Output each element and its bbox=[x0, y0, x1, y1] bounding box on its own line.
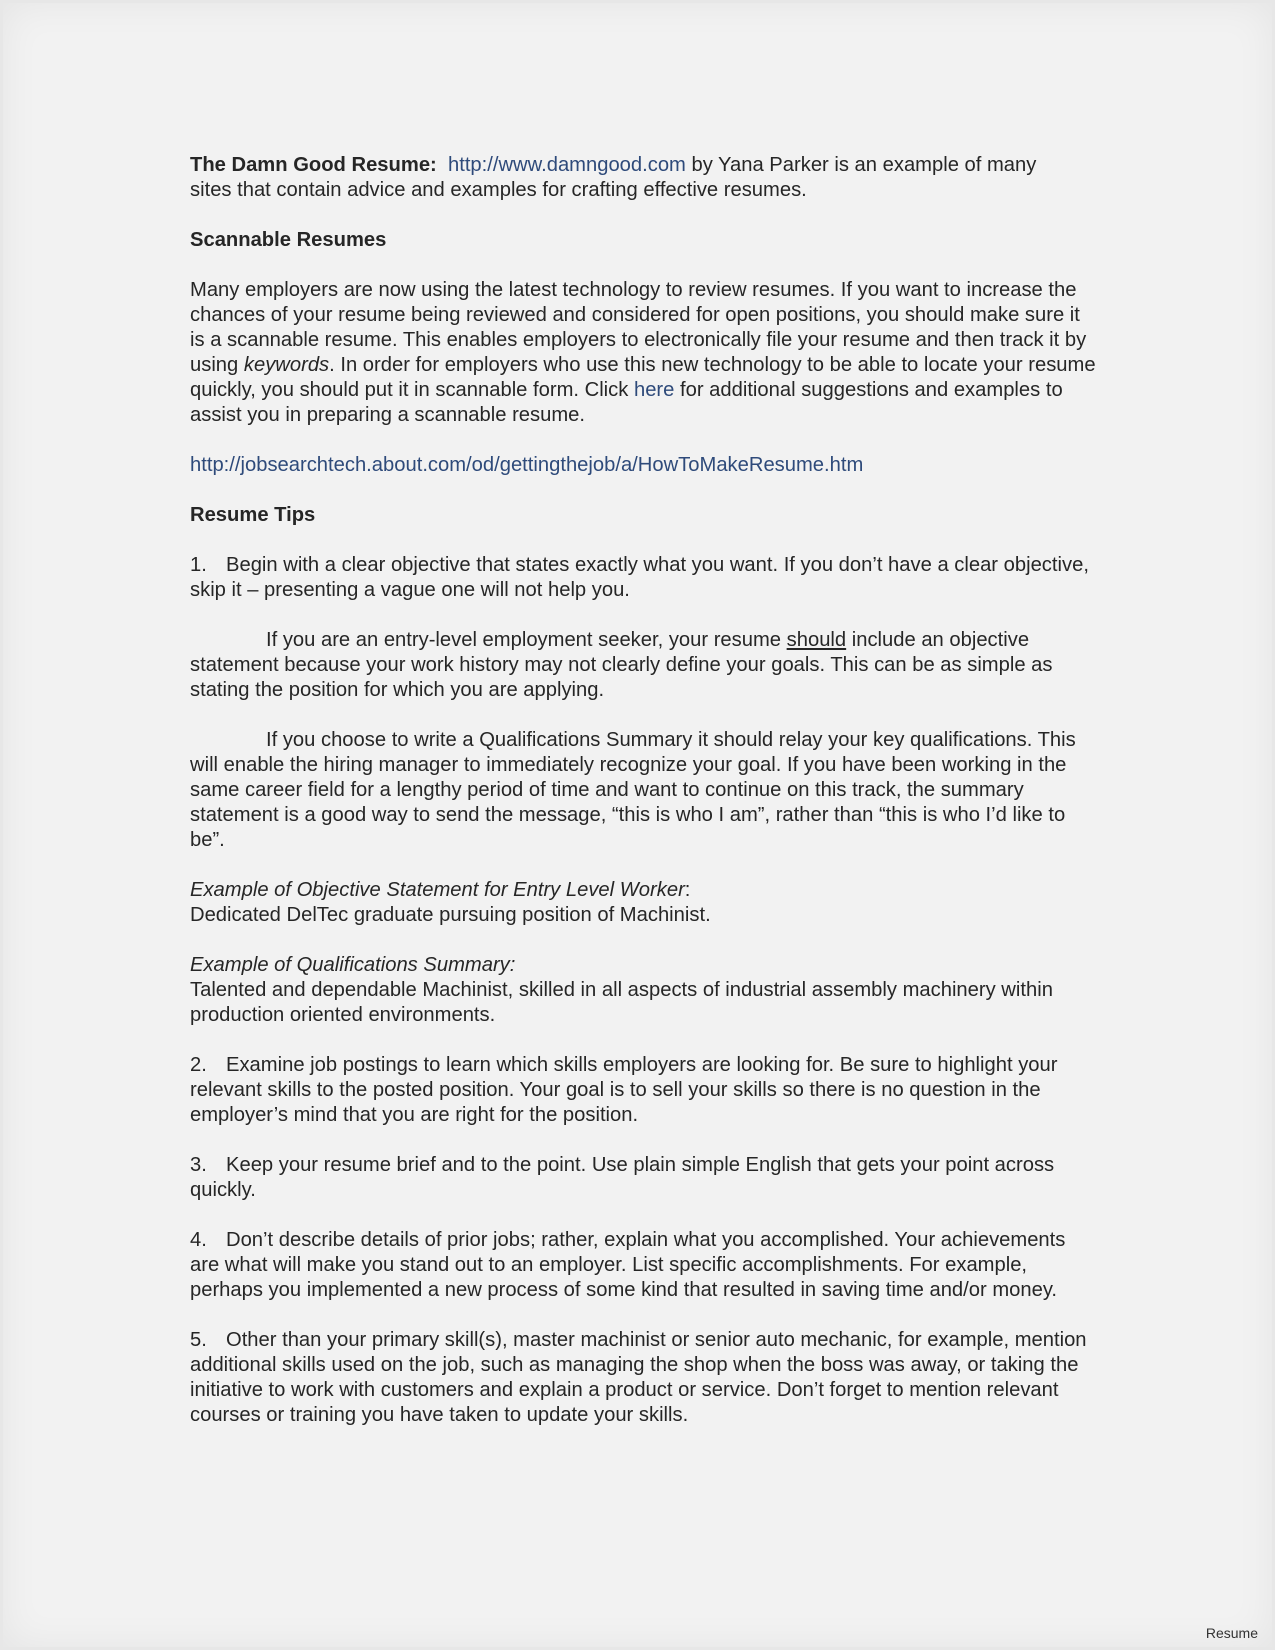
scannable-text-2: . In order for employers who use this new technology to be able to locate your resume quickly, you should put it in scannable form. Click bbox=[190, 354, 1096, 401]
jobsearchtech-link[interactable]: http://jobsearchtech.about.com/od/gettingthejob/a/HowToMakeResume.htm bbox=[190, 454, 864, 476]
damngood-link[interactable]: http://www.damngood.com bbox=[447, 154, 686, 176]
example-objective-text: Dedicated DelTec graduate pursuing position of Machinist. bbox=[190, 904, 711, 926]
intro-title: The Damn Good Resume: bbox=[190, 154, 437, 176]
intro-paragraph bbox=[190, 153, 1100, 203]
tip-3-text: Keep your resume brief and to the point. Use plain simple English that gets your point across quickly. bbox=[190, 1154, 1055, 1201]
tip-1-number: 1. bbox=[190, 554, 207, 576]
scannable-paragraph bbox=[190, 278, 1100, 428]
scannable-text-3: for additional suggestions and examples to assist you in preparing a scannable resume. bbox=[190, 379, 1063, 426]
tip-2-text: Examine job postings to learn which skills employers are looking for. Be sure to highlight your relevant skills to the posted position. Your goal is to sell your skills so there is no question in the employer’s mind that you are right for the position. bbox=[190, 1054, 1058, 1126]
tip-5-number: 5. bbox=[190, 1329, 207, 1351]
should-text: should bbox=[786, 629, 847, 651]
tip-5-text: Other than your primary skill(s), master machinist or senior auto mechanic, for example, mention additional skills used on the job, such as managing the shop when the boss was away, or taking the initiative to work with customers and explain a product or service. Don’t forget to mention relevant courses or training you have taken to update your skills. bbox=[190, 1329, 1087, 1426]
tip-1-entry-text-b: include an objective statement because your work history may not clearly define your goals. This can be as simple as stating the position for which you are applying. bbox=[190, 629, 1053, 701]
keywords-text: keywords bbox=[243, 354, 330, 376]
example-objective-colon: : bbox=[684, 879, 691, 901]
tip-4-number: 4. bbox=[190, 1229, 207, 1251]
tip-1 bbox=[190, 553, 1100, 603]
document-body bbox=[190, 153, 1100, 1453]
tip-2-number: 2. bbox=[190, 1054, 207, 1076]
example-objective-label: Example of Objective Statement for Entry Level Worker bbox=[190, 879, 685, 901]
scannable-heading: Scannable Resumes bbox=[190, 229, 387, 251]
tip-1-qualifications-paragraph: If you choose to write a Qualifications Summary it should relay your key qualifications. This will enable the hiring manager to immediately recognize your goal. If you have been working in the same career field for a lengthy period of time and want to continue on this track, the summary statement is a good way to send the message, “this is who I am”, rather than “this is who I’d like to be”. bbox=[190, 729, 1076, 851]
example-qualifications-text: Talented and dependable Machinist, skilled in all aspects of industrial assembly machinery within production oriented environments. bbox=[190, 979, 1053, 1026]
tip-4-text: Don’t describe details of prior jobs; rather, explain what you accomplished. Your achievements are what will make you stand out to an employer. List specific accomplishments. For example, perhaps you implemented a new process of some kind that resulted in saving time and/or money. bbox=[190, 1229, 1066, 1301]
tips-heading: Resume Tips bbox=[190, 504, 316, 526]
example-qualifications bbox=[190, 953, 1100, 1028]
here-link[interactable]: here bbox=[633, 379, 675, 401]
intro-text-b: sites that contain advice and examples for crafting effective resumes. bbox=[190, 179, 807, 201]
tip-5 bbox=[190, 1328, 1100, 1428]
tip-2 bbox=[190, 1053, 1100, 1128]
jobsearchtech-paragraph bbox=[190, 453, 1100, 478]
tip-4 bbox=[190, 1228, 1100, 1303]
scannable-text-1: Many employers are now using the latest technology to review resumes. If you want to increase the chances of your resume being reviewed and considered for open positions, you should make sure it is a scannable resume. This enables employers to electronically file your resume and then track it by using bbox=[190, 279, 1087, 376]
tip-1-entry-level-paragraph bbox=[190, 628, 1100, 703]
tip-1-text: Begin with a clear objective that states exactly what you want. If you don’t have a clear objective, skip it – presenting a vague one will not help you. bbox=[190, 554, 1089, 601]
example-objective bbox=[190, 878, 1100, 928]
tip-3-number: 3. bbox=[190, 1154, 207, 1176]
intro-text-a: by Yana Parker is an example of many bbox=[685, 154, 1037, 176]
document-page bbox=[3, 3, 1272, 1647]
tip-1-entry-text-a: If you are an entry-level employment seeker, your resume bbox=[266, 629, 787, 651]
tip-3 bbox=[190, 1153, 1100, 1203]
example-qualifications-label: Example of Qualifications Summary: bbox=[190, 954, 516, 976]
footer-label: Resume bbox=[1205, 1625, 1258, 1641]
